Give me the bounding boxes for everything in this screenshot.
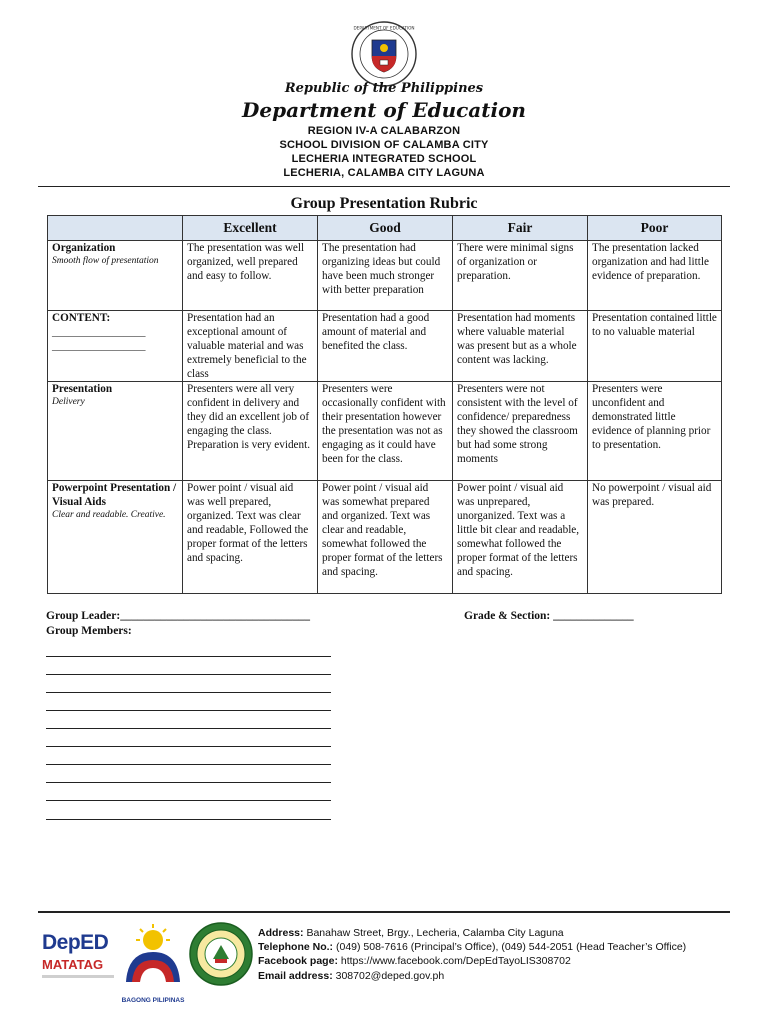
rubric-cell: Power point / visual aid was well prepared, organized. Text was clear and readable, Followed the proper format of the letters and spacing. — [183, 481, 318, 594]
member-line — [46, 692, 331, 693]
telephone-value: (049) 508-7616 (Principal’s Office), (049) 544-2051 (Head Teacher’s Office) — [335, 941, 687, 954]
criterion-cell — [48, 311, 183, 382]
good-header: Good — [318, 216, 453, 241]
rubric-header-row — [48, 216, 722, 241]
address-line — [258, 926, 686, 940]
footer-divider — [38, 911, 730, 913]
rubric-cell: Presentation had a good amount of material and benefited the class. — [318, 311, 453, 382]
deped-logo-text: DepED — [42, 931, 109, 954]
rubric-cell: No powerpoint / visual aid was prepared. — [588, 481, 722, 594]
rubric-cell: Power point / visual aid was somewhat prepared and organized. Text was clear and readable, somewhat followed the proper format of the letters and spacing. — [318, 481, 453, 594]
deped-matatag-logo — [42, 931, 118, 978]
table-row — [48, 481, 722, 594]
matatag-logo-text: MATATAG — [42, 957, 104, 972]
deped-seal-icon — [350, 20, 418, 88]
address-value: Banahaw Street, Brgy., Lecheria, Calamba City Laguna — [306, 927, 564, 939]
criterion-name: Presentation — [52, 383, 113, 395]
member-line — [46, 710, 331, 711]
rubric-cell: The presentation lacked organization and had little evidence of preparation. — [588, 241, 722, 311]
member-line — [46, 782, 331, 783]
school-seal-icon — [188, 921, 254, 987]
rubric-cell: Presenters were occasionally confident with their presentation however the presentation was not as engaging as it could have been for the class. — [318, 382, 453, 481]
criterion-header — [48, 216, 183, 241]
email-label: Email address: — [258, 969, 333, 982]
rubric-cell: There were minimal signs of organization or preparation. — [453, 241, 588, 311]
facebook-label: Facebook page: — [258, 955, 338, 968]
member-line — [46, 746, 331, 747]
contact-block — [258, 926, 686, 983]
division-line: SCHOOL DIVISION OF CALAMBA CITY — [279, 139, 489, 151]
email-link[interactable]: 308702@deped.gov.ph — [335, 969, 445, 982]
rubric-table — [47, 215, 722, 594]
bagong-pilipinas-label: BAGONG PILIPINAS — [121, 997, 185, 1004]
member-line — [46, 819, 331, 820]
member-line — [46, 764, 331, 765]
member-line — [46, 674, 331, 675]
rubric-cell: Presentation contained little to no valuable material — [588, 311, 722, 382]
telephone-line — [258, 940, 686, 954]
rubric-cell: Power point / visual aid was unprepared, unorganized. Text was a little bit clear and readable, somewhat followed the proper format of the letters and spacing. — [453, 481, 588, 594]
table-row — [48, 382, 722, 481]
table-row — [48, 311, 722, 382]
criterion-subtitle: Smooth flow of presentation — [52, 256, 159, 266]
member-line — [46, 728, 331, 729]
rubric-cell: Presenters were all very confident in delivery and they did an excellent job of engaging the class. Preparation is very evident. — [183, 382, 318, 481]
criterion-subtitle: Clear and readable. Creative. — [52, 510, 166, 520]
poor-header: Poor — [588, 216, 722, 241]
republic-heading: Republic of the Philippines — [284, 81, 484, 96]
criterion-name: CONTENT: — [52, 312, 111, 324]
region-line: REGION IV-A CALABARZON — [307, 125, 461, 137]
rubric-cell: Presenters were not consistent with the level of confidence/ preparedness they showed the classroom but had some strong moments — [453, 382, 588, 481]
logo-tagline — [42, 975, 114, 978]
table-row — [48, 241, 722, 311]
criterion-cell — [48, 382, 183, 481]
grade-section-field: Grade & Section: ______________ — [464, 610, 634, 622]
member-line — [46, 656, 331, 657]
header-divider — [38, 186, 730, 187]
criterion-blank-lines: _________________ _________________ — [52, 326, 146, 352]
member-line — [46, 800, 331, 801]
facebook-line — [258, 954, 686, 968]
criterion-cell — [48, 241, 183, 311]
telephone-label: Telephone No.: — [258, 941, 334, 954]
rubric-cell: The presentation had organizing ideas but could have been much stronger with better preparation — [318, 241, 453, 311]
excellent-header: Excellent — [183, 216, 318, 241]
facebook-link[interactable]: https://www.facebook.com/DepEdTayoLIS308702 — [340, 955, 571, 968]
criterion-cell — [48, 481, 183, 594]
group-leader-field: Group Leader:_________________________________ — [46, 610, 310, 622]
department-heading: Department of Education — [242, 98, 526, 122]
svg-text:DEPARTMENT OF EDUCATION: DEPARTMENT OF EDUCATION — [353, 25, 415, 31]
criterion-name: Organization — [52, 242, 116, 254]
criterion-name: Powerpoint Presentation / Visual Aids — [52, 482, 177, 508]
location-line: LECHERIA, CALAMBA CITY LAGUNA — [283, 167, 485, 179]
fair-header: Fair — [453, 216, 588, 241]
rubric-cell: Presentation had an exceptional amount of valuable material and was extremely beneficial to the class — [183, 311, 318, 382]
group-members-label: Group Members: — [46, 625, 132, 637]
criterion-subtitle: Delivery — [52, 397, 85, 407]
school-line: LECHERIA INTEGRATED SCHOOL — [291, 153, 477, 165]
bagong-pilipinas-logo-icon — [120, 922, 186, 992]
rubric-cell: Presenters were unconfident and demonstrated little evidence of planning prior to presentation. — [588, 382, 722, 481]
rubric-cell: The presentation was well organized, well prepared and easy to follow. — [183, 241, 318, 311]
rubric-title: Group Presentation Rubric — [290, 195, 478, 212]
address-label: Address: — [258, 927, 304, 939]
email-line — [258, 969, 686, 983]
rubric-cell: Presentation had moments where valuable material was present but as a whole content was lacking. — [453, 311, 588, 382]
